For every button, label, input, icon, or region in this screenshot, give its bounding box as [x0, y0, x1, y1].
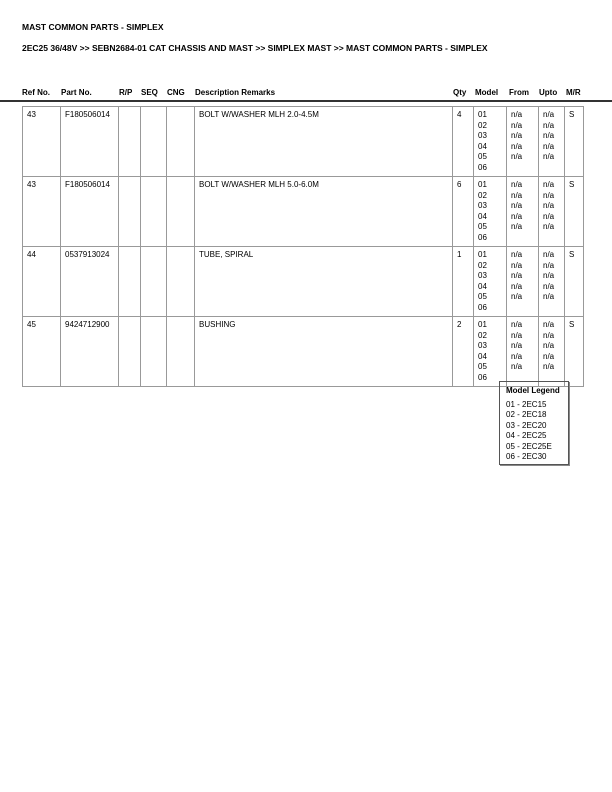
models-value: 06 [478, 162, 487, 172]
cell-seq [141, 107, 167, 177]
cell-ref [23, 107, 61, 177]
models-value: 01 [478, 110, 487, 119]
cell-rp [119, 177, 141, 247]
cell-part [61, 177, 119, 247]
col-header-from: From [509, 88, 529, 97]
table-row [23, 247, 584, 317]
model-legend [499, 381, 569, 465]
legend-item: 01 - 2EC15 [506, 399, 547, 409]
from-value: n/a [511, 120, 523, 130]
col-header-desc: Description Remarks [195, 88, 276, 97]
from-value: n/a [511, 330, 523, 340]
from-value: n/a [511, 201, 523, 210]
upto-value: n/a [543, 222, 555, 231]
table-row [23, 107, 584, 177]
legend-item: 02 - 2EC18 [506, 410, 547, 419]
cell-mr [565, 247, 584, 317]
value: F180506014 [65, 110, 110, 119]
cell-cng [167, 317, 195, 387]
upto-value: n/a [543, 292, 555, 301]
cell-desc [195, 107, 453, 177]
value: 44 [27, 250, 36, 259]
cell-from [507, 107, 539, 177]
models-value: 02 [478, 120, 487, 130]
cell-mr [565, 177, 584, 247]
value: S [569, 110, 575, 119]
value: F180506014 [65, 180, 110, 189]
value: S [569, 180, 575, 189]
models-value: 01 [478, 250, 487, 259]
cell-desc [195, 317, 453, 387]
cell-upto [539, 107, 565, 177]
from-value: n/a [511, 190, 523, 200]
models-value: 05 [478, 292, 487, 301]
cell-model [474, 177, 507, 247]
cell-seq [141, 247, 167, 317]
models-value: 05 [478, 222, 487, 231]
upto-value: n/a [543, 260, 555, 270]
cell-rp [119, 247, 141, 317]
upto-value: n/a [543, 281, 555, 291]
cell-cng [167, 177, 195, 247]
models-value: 05 [478, 152, 487, 161]
upto-value: n/a [543, 211, 555, 221]
cell-model [474, 247, 507, 317]
legend-item: 06 - 2EC30 [506, 452, 547, 461]
upto-value: n/a [543, 141, 555, 151]
cell-seq [141, 177, 167, 247]
models-value: 03 [478, 201, 487, 210]
upto-value: n/a [543, 190, 555, 200]
from-value: n/a [511, 141, 523, 151]
breadcrumb: 2EC25 36/48V >> SEBN2684-01 CAT CHASSIS AND MAST >> SIMPLEX MAST >> MAST COMMON PARTS - SIMPLEX [22, 43, 488, 53]
from-value: n/a [511, 260, 523, 270]
models-value: 04 [478, 141, 487, 151]
cell-qty [453, 107, 474, 177]
upto-value: n/a [543, 330, 555, 340]
cell-seq [141, 317, 167, 387]
value: S [569, 250, 575, 259]
cell-part [61, 107, 119, 177]
models-value: 03 [478, 131, 487, 140]
models-value: 06 [478, 302, 487, 312]
from-value: n/a [511, 180, 523, 189]
from-value: n/a [511, 110, 523, 119]
from-value: n/a [511, 152, 523, 161]
models-value: 04 [478, 211, 487, 221]
legend-item: 04 - 2EC25 [506, 431, 547, 440]
models-value: 02 [478, 190, 487, 200]
value: 43 [27, 180, 36, 189]
col-header-qty: Qty [453, 88, 467, 97]
models-value: 04 [478, 351, 487, 361]
models-value: 03 [478, 341, 487, 350]
col-header-model: Model [475, 88, 499, 97]
cell-model [474, 107, 507, 177]
models-value: 03 [478, 271, 487, 280]
col-header-rp: R/P [119, 88, 133, 97]
table-row [23, 317, 584, 387]
value: BUSHING [199, 320, 236, 329]
cell-from [507, 177, 539, 247]
models-value: 02 [478, 330, 487, 340]
models-value: 02 [478, 260, 487, 270]
from-value: n/a [511, 351, 523, 361]
table-row [23, 177, 584, 247]
models-value: 06 [478, 372, 487, 382]
upto-value: n/a [543, 341, 555, 350]
col-header-cng: CNG [167, 88, 185, 97]
cell-desc [195, 247, 453, 317]
cell-upto [539, 317, 565, 387]
models-value: 04 [478, 281, 487, 291]
models-value: 06 [478, 232, 487, 242]
cell-upto [539, 177, 565, 247]
value: TUBE, SPIRAL [199, 250, 254, 259]
upto-value: n/a [543, 250, 555, 259]
value: BOLT W/WASHER MLH 5.0-6.0M [199, 180, 319, 189]
from-value: n/a [511, 271, 523, 280]
from-value: n/a [511, 281, 523, 291]
cell-desc [195, 177, 453, 247]
cell-rp [119, 107, 141, 177]
cell-part [61, 247, 119, 317]
cell-ref [23, 317, 61, 387]
col-header-part: Part No. [61, 88, 92, 97]
value: 6 [457, 180, 462, 189]
value: 2 [457, 320, 462, 329]
from-value: n/a [511, 341, 523, 350]
header-divider [0, 100, 612, 102]
upto-value: n/a [543, 110, 555, 119]
value: 0537913024 [65, 250, 110, 259]
legend-title: Model Legend [506, 386, 560, 395]
cell-upto [539, 247, 565, 317]
legend-item: 03 - 2EC20 [506, 420, 547, 430]
col-header-ref: Ref No. [22, 88, 50, 97]
upto-value: n/a [543, 362, 555, 371]
value: BOLT W/WASHER MLH 2.0-4.5M [199, 110, 319, 119]
col-header-seq: SEQ [141, 88, 158, 97]
from-value: n/a [511, 222, 523, 231]
cell-cng [167, 107, 195, 177]
upto-value: n/a [543, 320, 555, 329]
from-value: n/a [511, 320, 523, 329]
cell-qty [453, 317, 474, 387]
from-value: n/a [511, 292, 523, 301]
value: 4 [457, 110, 462, 119]
value: S [569, 320, 575, 329]
cell-qty [453, 177, 474, 247]
cell-mr [565, 317, 584, 387]
cell-from [507, 247, 539, 317]
cell-ref [23, 247, 61, 317]
upto-value: n/a [543, 120, 555, 130]
page-title: MAST COMMON PARTS - SIMPLEX [22, 22, 164, 32]
value: 1 [457, 250, 462, 259]
cell-from [507, 317, 539, 387]
value: 45 [27, 320, 36, 329]
cell-ref [23, 177, 61, 247]
parts-table [22, 106, 584, 387]
cell-part [61, 317, 119, 387]
models-value: 01 [478, 320, 487, 329]
models-value: 01 [478, 180, 487, 189]
upto-value: n/a [543, 201, 555, 210]
from-value: n/a [511, 362, 523, 371]
upto-value: n/a [543, 180, 555, 189]
cell-qty [453, 247, 474, 317]
upto-value: n/a [543, 131, 555, 140]
col-header-upto: Upto [539, 88, 558, 97]
cell-model [474, 317, 507, 387]
from-value: n/a [511, 250, 523, 259]
cell-cng [167, 247, 195, 317]
upto-value: n/a [543, 152, 555, 161]
value: 43 [27, 110, 36, 119]
upto-value: n/a [543, 271, 555, 280]
col-header-mr: M/R [566, 88, 581, 97]
models-value: 05 [478, 362, 487, 371]
legend-item: 05 - 2EC25E [506, 441, 552, 451]
value: 9424712900 [65, 320, 110, 329]
from-value: n/a [511, 131, 523, 140]
cell-rp [119, 317, 141, 387]
cell-mr [565, 107, 584, 177]
upto-value: n/a [543, 351, 555, 361]
from-value: n/a [511, 211, 523, 221]
